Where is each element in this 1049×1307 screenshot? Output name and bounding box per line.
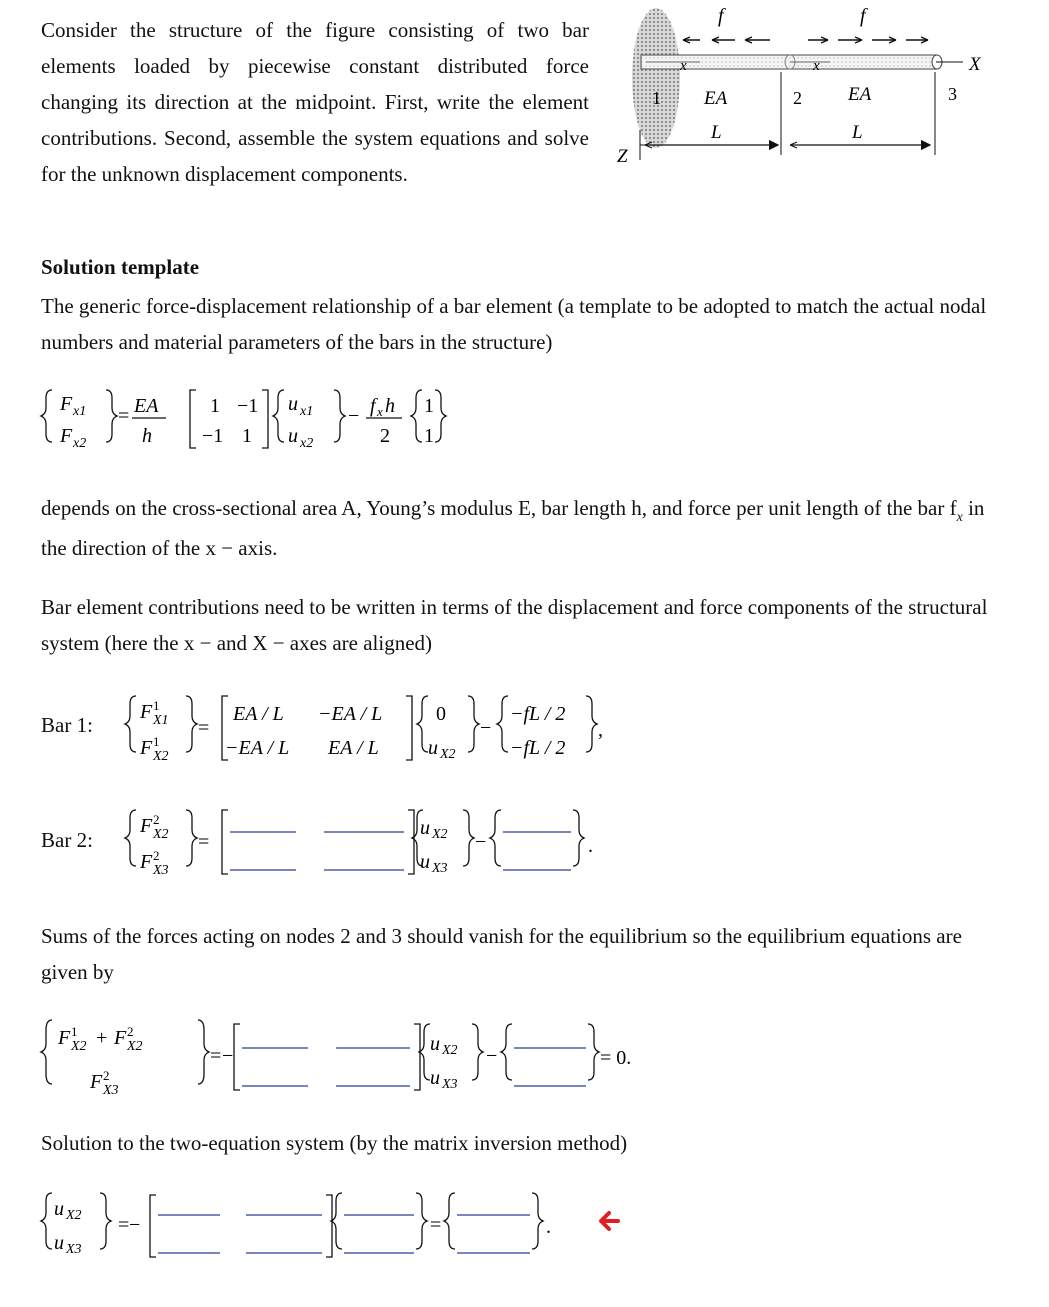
bar1-equation xyxy=(118,688,618,773)
svg-text:h: h xyxy=(142,425,152,447)
force-label-left: f xyxy=(718,5,724,27)
svg-text:2: 2 xyxy=(153,812,160,827)
global-z-axis: Z xyxy=(617,146,628,167)
bar2-label: Bar 2: xyxy=(41,828,93,852)
dependency-text: depends on the cross-sectional area A, Young’s modulus E, bar length h, and force per unit length of the bar $f_x$ in the direction of the x − axis. xyxy=(41,496,985,560)
svg-text:f: f xyxy=(370,395,376,417)
bar1-k12: −EA / L xyxy=(318,703,383,725)
node-2-label: 2 xyxy=(793,88,802,108)
svg-text:X2: X2 xyxy=(442,1043,458,1058)
svg-text:−: − xyxy=(348,405,360,427)
svg-text:X3: X3 xyxy=(153,863,169,878)
svg-text:u: u xyxy=(288,425,298,447)
svg-text:=: = xyxy=(198,831,210,853)
bar1-length: L xyxy=(711,122,722,143)
svg-text:=: = xyxy=(118,405,130,427)
svg-text:1: 1 xyxy=(242,425,252,447)
svg-text:X3: X3 xyxy=(66,1242,82,1257)
svg-text:u: u xyxy=(430,1033,440,1055)
svg-text:=: = xyxy=(210,1045,222,1067)
svg-text:=: = xyxy=(118,1214,130,1236)
svg-text:−1: −1 xyxy=(237,395,259,417)
bar1-k11: EA / L xyxy=(233,703,284,725)
solution-equation xyxy=(30,1185,630,1270)
svg-text:=: = xyxy=(198,717,210,739)
bar1-k22: EA / L xyxy=(328,737,379,759)
svg-text:.: . xyxy=(546,1216,551,1238)
svg-text:X2: X2 xyxy=(153,827,169,842)
svg-text:1: 1 xyxy=(153,734,160,749)
svg-text:,: , xyxy=(598,719,603,741)
problem-statement: Consider the structure of the figure consisting of two bar elements loaded by piecewise constant distributed force changing its direction at the midpoint. First, write the element contributions. Second, assemble the system equations and solve for the unknown displacement components. xyxy=(41,18,589,186)
node-3-label: 3 xyxy=(948,84,957,104)
svg-text:EA: EA xyxy=(134,395,159,417)
svg-text:u: u xyxy=(428,737,438,759)
svg-text:−: − xyxy=(129,1214,141,1236)
svg-text:X1: X1 xyxy=(153,713,169,728)
svg-text:2: 2 xyxy=(103,1068,110,1083)
svg-text:X2: X2 xyxy=(127,1039,143,1054)
local-x-axis-1: x xyxy=(680,58,687,74)
svg-text:1: 1 xyxy=(71,1024,78,1039)
svg-text:F: F xyxy=(140,815,153,837)
svg-text:F: F xyxy=(140,737,153,759)
svg-text:X3: X3 xyxy=(432,861,448,876)
svg-text:X3: X3 xyxy=(442,1077,458,1092)
svg-text:2: 2 xyxy=(380,425,390,447)
svg-text:−1: −1 xyxy=(202,425,224,447)
bar2-property: EA xyxy=(848,84,872,105)
svg-text:= 0.: = 0. xyxy=(600,1047,632,1069)
svg-text:u: u xyxy=(430,1067,440,1089)
bar1-label: Bar 1: xyxy=(41,713,93,737)
svg-text:=: = xyxy=(430,1214,442,1236)
svg-text:X2: X2 xyxy=(71,1039,87,1054)
svg-text:F: F xyxy=(90,1071,103,1093)
svg-text:u: u xyxy=(420,817,430,839)
svg-text:X2: X2 xyxy=(66,1208,82,1223)
svg-text:−: − xyxy=(486,1045,498,1067)
svg-text:1: 1 xyxy=(153,698,160,713)
generic-bar-equation xyxy=(30,380,450,460)
svg-text:F: F xyxy=(140,701,153,723)
svg-text:F: F xyxy=(60,393,73,415)
solution-text: Solution to the two-equation system (by the matrix inversion method) xyxy=(41,1131,628,1155)
wall-support xyxy=(632,8,680,148)
svg-text:2: 2 xyxy=(127,1024,134,1039)
svg-text:u: u xyxy=(420,851,430,873)
global-x-axis: X xyxy=(969,54,981,75)
template-intro: The generic force-displacement relationship of a bar element (a template to be adopted to match the actual nodal numbers and material parameters of the bars in the structure) xyxy=(41,294,987,354)
equilibrium-text: Sums of the forces acting on nodes 2 and 3 should vanish for the equilibrium so the equilibrium equations are given by xyxy=(41,924,962,984)
force-label-right: f xyxy=(860,5,866,27)
svg-text:x1: x1 xyxy=(73,404,87,419)
svg-text:−: − xyxy=(480,717,492,739)
node-1-label: 1 xyxy=(652,88,661,108)
bar1-property: EA xyxy=(704,88,728,109)
bar1-k21: −EA / L xyxy=(225,737,290,759)
solution-heading: Solution template xyxy=(41,255,200,279)
svg-text:1: 1 xyxy=(210,395,220,417)
svg-text:+: + xyxy=(96,1027,108,1049)
svg-text:F: F xyxy=(60,425,73,447)
svg-text:−: − xyxy=(475,831,487,853)
svg-text:X2: X2 xyxy=(153,749,169,764)
svg-text:X3: X3 xyxy=(103,1083,119,1098)
svg-text:F: F xyxy=(58,1027,71,1049)
structure-figure xyxy=(610,0,1030,175)
svg-text:X2: X2 xyxy=(432,827,448,842)
svg-text:2: 2 xyxy=(153,848,160,863)
svg-text:u: u xyxy=(54,1198,64,1220)
svg-text:.: . xyxy=(588,835,593,857)
svg-text:1: 1 xyxy=(424,425,434,447)
svg-text:X2: X2 xyxy=(440,747,456,762)
svg-text:x2: x2 xyxy=(73,436,87,451)
bar1-load2: −fL / 2 xyxy=(510,737,566,759)
bar2-equation xyxy=(118,802,618,887)
bar1-u1: 0 xyxy=(436,703,446,725)
bar1-load1: −fL / 2 xyxy=(510,703,566,725)
svg-text:F: F xyxy=(140,851,153,873)
red-arrow-icon xyxy=(601,1213,618,1229)
svg-text:h: h xyxy=(385,395,395,417)
svg-text:x2: x2 xyxy=(300,436,314,451)
local-x-axis-2: x xyxy=(813,58,820,74)
bar2-length: L xyxy=(852,122,863,143)
svg-text:F: F xyxy=(114,1027,127,1049)
svg-text:x: x xyxy=(377,404,383,419)
svg-text:u: u xyxy=(54,1232,64,1254)
svg-text:x1: x1 xyxy=(300,404,314,419)
svg-text:u: u xyxy=(288,393,298,415)
svg-text:1: 1 xyxy=(424,395,434,417)
svg-text:−: − xyxy=(222,1045,234,1067)
contributions-text: Bar element contributions need to be written in terms of the displacement and force components of the structural system (here the x − and X − axes are aligned) xyxy=(41,595,988,655)
equilibrium-equation xyxy=(30,1012,650,1107)
